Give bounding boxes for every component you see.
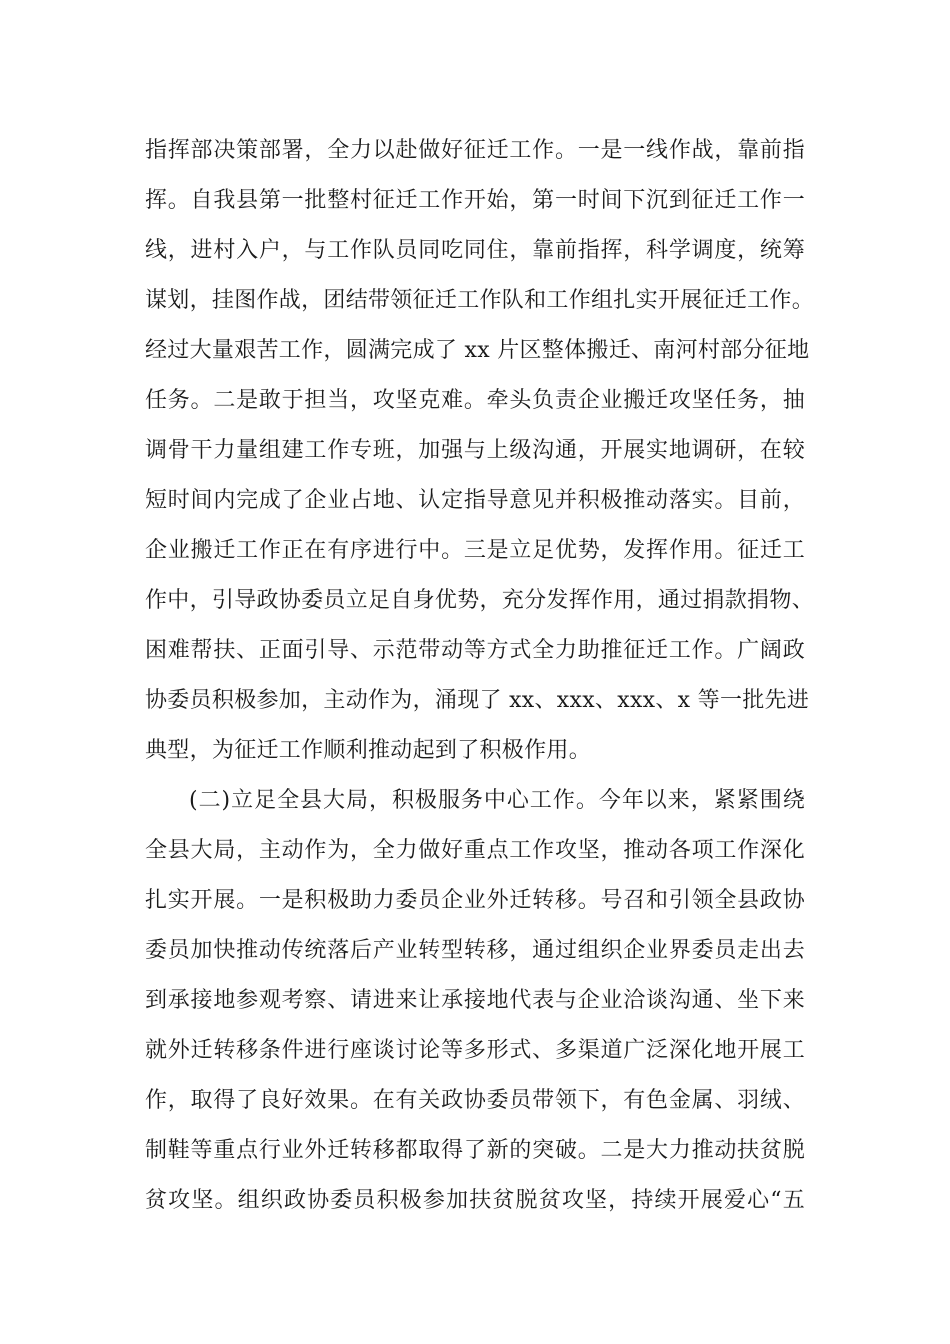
text-line: 困难帮扶、正面引导、示范带动等方式全力助推征迁工作。广阔政	[145, 638, 805, 663]
text-line: 委员加快推动传统落后产业转型转移，通过组织企业界委员走出去	[145, 938, 805, 963]
text-line: 典型，为征迁工作顺利推动起到了积极作用。	[145, 738, 592, 763]
text-line: 挥。自我县第一批整村征迁工作开始，第一时间下沉到征迁工作一	[145, 188, 805, 213]
text-line: 到承接地参观考察、请进来让承接地代表与企业洽谈沟通、坐下来	[145, 988, 805, 1013]
text-line: 短时间内完成了企业占地、认定指导意见并积极推动落实。目前，	[145, 488, 805, 513]
text-line: 指挥部决策部署，全力以赴做好征迁工作。一是一线作战，靠前指	[145, 138, 805, 163]
text-line: 线，进村入户，与工作队员同吃同住，靠前指挥，科学调度，统筹	[145, 238, 805, 263]
text-line: 谋划，挂图作战，团结带领征迁工作队和工作组扎实开展征迁工作。	[145, 288, 815, 313]
text-line: 经过大量艰苦工作，圆满完成了 xx 片区整体搬迁、南河村部分征地	[145, 338, 810, 363]
text-line: 作，取得了良好效果。在有关政协委员带领下，有色金属、羽绒、	[145, 1088, 805, 1113]
section-heading-line: (二)立足全县大局，积极服务中心工作。今年以来，紧紧围绕	[189, 788, 805, 813]
text-line: 制鞋等重点行业外迁转移都取得了新的突破。二是大力推动扶贫脱	[145, 1138, 805, 1163]
text-line: 扎实开展。一是积极助力委员企业外迁转移。号召和引领全县政协	[145, 888, 805, 913]
text-line: 作中，引导政协委员立足自身优势，充分发挥作用，通过捐款捐物、	[145, 588, 815, 613]
text-line: 协委员积极参加，主动作为，涌现了 xx、xxx、xxx、x 等一批先进	[145, 688, 810, 713]
text-line: 任务。二是敢于担当，攻坚克难。牵头负责企业搬迁攻坚任务，抽	[145, 388, 805, 413]
text-line: 调骨干力量组建工作专班，加强与上级沟通，开展实地调研，在较	[145, 438, 805, 463]
text-line: 就外迁转移条件进行座谈讨论等多形式、多渠道广泛深化地开展工	[145, 1038, 805, 1063]
text-line: 全县大局，主动作为，全力做好重点工作攻坚，推动各项工作深化	[145, 838, 805, 863]
text-line: 贫攻坚。组织政协委员积极参加扶贫脱贫攻坚，持续开展爱心“五	[145, 1188, 805, 1213]
text-line: 企业搬迁工作正在有序进行中。三是立足优势，发挥作用。征迁工	[145, 538, 805, 563]
